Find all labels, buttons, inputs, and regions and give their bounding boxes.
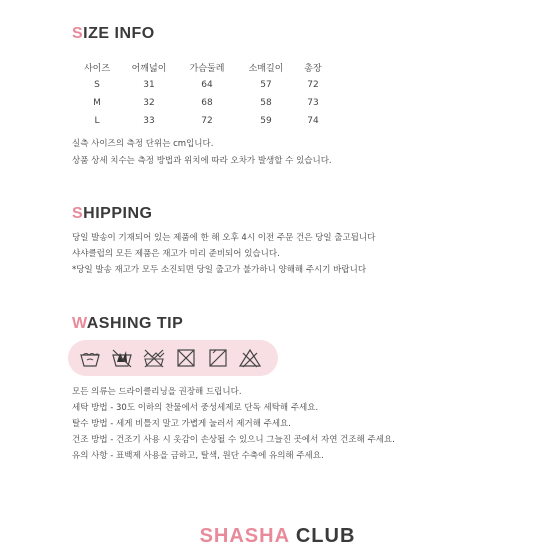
table-cell: 68 <box>201 98 213 108</box>
table-cell: 57 <box>260 80 272 90</box>
washing-line: 유의 사항 - 표백제 사용을 금하고, 탈색, 원단 수축에 유의해 주세요. <box>72 451 324 461</box>
table-cell: 64 <box>201 80 213 90</box>
hand-wash-icon <box>78 347 102 369</box>
washing-line: 모든 의류는 드라이클리닝을 권장해 드립니다. <box>72 387 242 397</box>
line-dry-icon <box>206 347 230 369</box>
header-size: 사이즈 <box>83 63 111 74</box>
table-row <box>73 112 331 130</box>
size-note: 실측 사이즈의 측정 단위는 cm입니다. <box>72 139 214 149</box>
size-table <box>73 58 331 130</box>
shipping-line: *당일 발송 재고가 모두 소진되면 당일 출고가 불가하니 양해해 주시기 바랍니다 <box>72 265 367 275</box>
table-cell: 73 <box>307 98 319 108</box>
header-length: 총장 <box>304 63 322 74</box>
no-wring-icon <box>110 347 134 369</box>
table-cell: 72 <box>307 80 319 90</box>
washing-line: 탈수 방법 - 세게 비틀지 말고 가볍게 눌러서 제거해 주세요. <box>72 419 291 429</box>
shipping-line: 샤샤클럽의 모든 제품은 재고가 미리 준비되어 있습니다. <box>72 249 280 259</box>
table-row <box>73 76 331 94</box>
table-cell: M <box>93 98 101 108</box>
shipping-heading: SHIPPING <box>72 205 153 222</box>
table-cell: 74 <box>307 116 319 126</box>
table-cell: 72 <box>201 116 213 126</box>
table-cell: S <box>94 80 100 90</box>
washing-heading: WASHING TIP <box>72 315 184 332</box>
size-note: 상품 상세 치수는 측정 방법과 위치에 따라 오차가 발생할 수 있습니다. <box>72 156 332 166</box>
table-cell: 59 <box>260 116 272 126</box>
table-cell: 31 <box>143 80 155 90</box>
table-cell: 33 <box>143 116 155 126</box>
no-tumble-dry-icon <box>142 347 166 369</box>
size-info-heading: SIZE INFO <box>72 25 155 42</box>
no-dry-clean-icon <box>174 347 198 369</box>
shipping-line: 당일 발송이 기재되어 있는 제품에 한 해 오후 4시 이전 주문 건은 당일 출고됩니다 <box>72 233 376 243</box>
washing-line: 세탁 방법 - 30도 이하의 찬물에서 중성세제로 단독 세탁해 주세요. <box>72 403 319 413</box>
table-row <box>73 94 331 112</box>
washing-line: 건조 방법 - 건조기 사용 시 옷감이 손상될 수 있으니 그늘진 곳에서 자연 건조해 주세요. <box>72 435 395 445</box>
header-sleeve: 소매길이 <box>248 63 284 74</box>
header-shoulder: 어깨넓이 <box>131 63 167 74</box>
no-bleach-icon <box>238 347 262 369</box>
table-cell: 58 <box>260 98 272 108</box>
table-cell: 32 <box>143 98 155 108</box>
size-table-header <box>73 58 331 76</box>
header-chest: 가슴둘레 <box>189 63 225 74</box>
table-cell: L <box>94 116 100 126</box>
brand-logo: SHASHA CLUB <box>199 525 356 547</box>
